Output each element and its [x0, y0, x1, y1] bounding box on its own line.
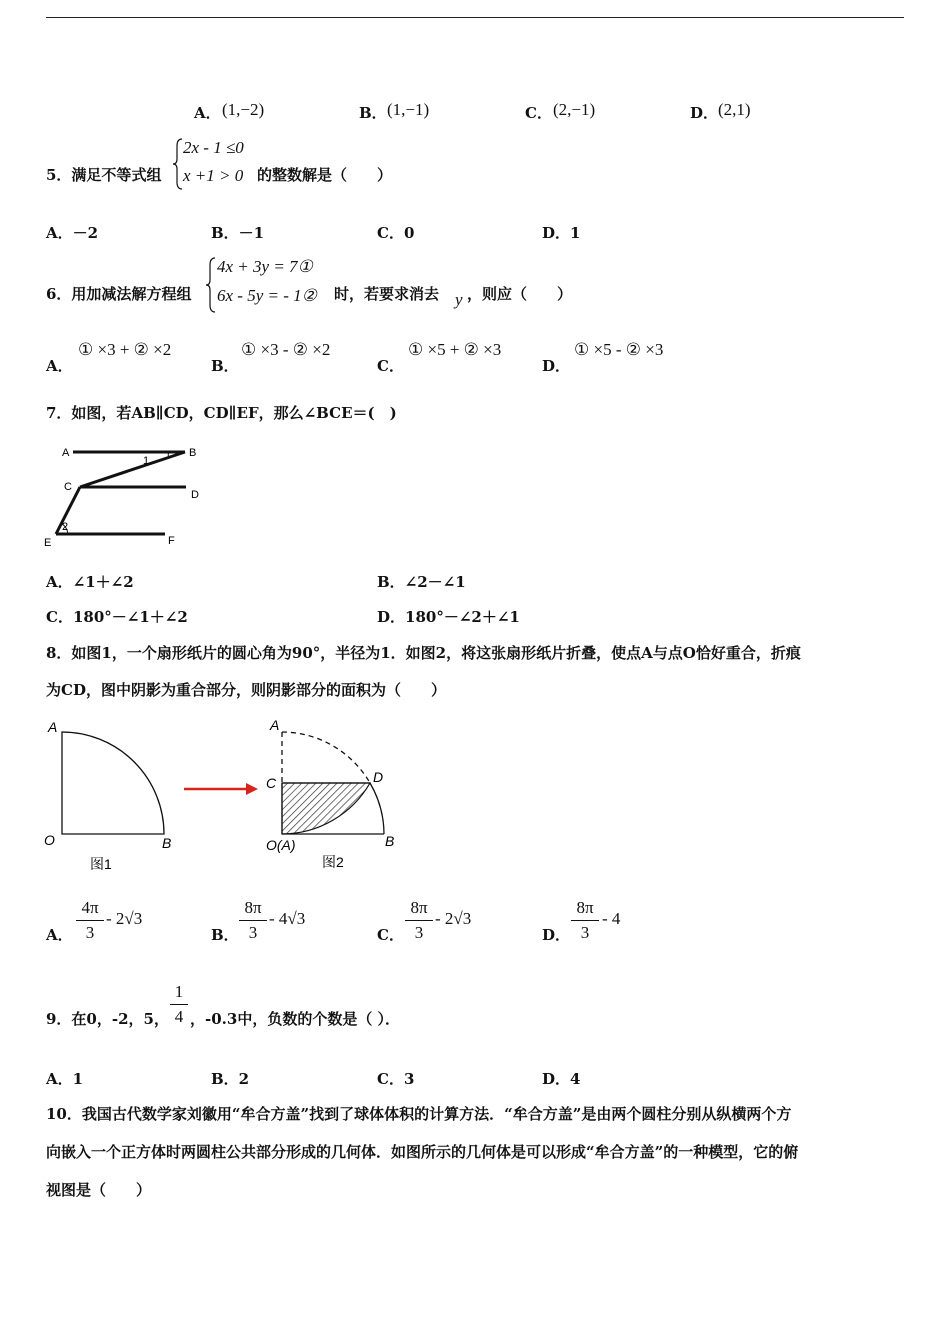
q6-option-a-expr: ① ×3 + ② ×2 [78, 340, 172, 359]
q9-stem-prefix: 9．在0，-2，5， [46, 1010, 169, 1028]
q8-fig2-label-oa: O(A) [266, 837, 296, 853]
q8-fig1-label-a: A [48, 719, 58, 735]
q8-figure-2 [266, 717, 394, 870]
q8-option-a-fraction [76, 898, 104, 943]
q8-fig2-label-a: A [270, 717, 280, 733]
q8-fig2-caption: 图2 [322, 854, 344, 870]
q8-option-b-rest: - 4√3 [269, 909, 306, 928]
q5-stem-prefix: 5．满足不等式组 [46, 166, 162, 184]
q8-option-d-label: D． [542, 926, 571, 944]
q8-option-b-denominator: 3 [248, 923, 258, 942]
q7-label-f: F [168, 535, 175, 547]
q6-option-c-label: C． [377, 357, 404, 375]
q8-option-c-numerator: 8π [410, 898, 428, 917]
q4-option-d-label: D． [690, 104, 719, 122]
q5-inequality-2: x +1 > 0 [183, 166, 244, 185]
q5-inequality-1: 2x - 1 ≤0 [183, 138, 244, 157]
q6-brace [205, 257, 217, 313]
q7-label-c: C [64, 481, 72, 493]
q6-option-a-label: A． [46, 357, 73, 375]
q7-option-c: C．180°－∠1＋∠2 [46, 608, 188, 626]
q6-option-d-expr: ① ×5 - ② ×3 [574, 340, 664, 359]
q4-option-c-value: (2,−1) [553, 100, 596, 119]
q6-variable: y [455, 290, 463, 309]
q10-stem-line-2: 向嵌入一个正方体时两圆柱公共部分形成的几何体．如图所示的几何体是可以形成“牟合方盖”的一种模型，它的俯 [46, 1143, 799, 1161]
q8-option-a-label: A． [46, 926, 73, 944]
q8-option-b-fraction [239, 898, 267, 943]
q8-red-arrow [184, 783, 258, 795]
q8-option-c-rest: - 2√3 [435, 909, 472, 928]
q4-option-b-label: B． [359, 104, 387, 122]
q6-option-d-label: D． [542, 357, 571, 375]
q9-option-c: C．3 [377, 1070, 415, 1088]
q9-option-b: B．2 [211, 1070, 250, 1088]
q9-fraction-denominator: 4 [174, 1007, 184, 1026]
q6-equation-2: 6x - 5y = - 1② [217, 286, 317, 305]
q7-figure [40, 440, 220, 552]
q8-figure-1 [44, 719, 171, 872]
q4-option-b-value: (1,−1) [387, 100, 430, 119]
q7-label-d: D [191, 489, 199, 501]
q5-option-a: A．－2 [46, 224, 99, 242]
q7-label-a: A [62, 447, 70, 459]
q8-fig2-label-d: D [373, 769, 384, 785]
q7-stem: 7．如图，若AB∥CD，CD∥EF，那么∠BCE＝( ) [46, 404, 397, 422]
q8-option-d-numerator: 8π [576, 898, 594, 917]
q8-option-c-fraction [405, 898, 433, 943]
q8-option-d-rest: - 4 [602, 909, 621, 928]
q8-option-b-label: B． [211, 926, 239, 944]
q8-figures [40, 712, 420, 877]
q7-angle-1: 1 [143, 455, 150, 467]
q8-option-d-denominator: 3 [580, 923, 590, 942]
q7-option-d: D．180°－∠2＋∠1 [377, 608, 520, 626]
q8-stem-line-2: 为CD，图中阴影为重合部分，则阴影部分的面积为（ ） [46, 681, 446, 699]
q4-option-a-value: (1,−2) [222, 100, 265, 119]
q5-option-b: B．－1 [211, 224, 265, 242]
q8-option-a-rest: - 2√3 [106, 909, 143, 928]
q9-option-a: A．1 [46, 1070, 84, 1088]
q7-option-a: A．∠1＋∠2 [46, 573, 134, 591]
q8-fig2-label-c: C [266, 775, 277, 791]
q8-fig2-label-b: B [385, 833, 395, 849]
q7-label-e: E [44, 537, 52, 549]
q9-fraction-numerator: 1 [174, 982, 184, 1001]
q7-option-b: B．∠2－∠1 [377, 573, 466, 591]
q8-stem-line-1: 8．如图1，一个扇形纸片的圆心角为90°，半径为1．如图2，将这张扇形纸片折叠，使点A与点O恰好重合，折痕 [46, 644, 801, 662]
q4-option-a-label: A． [194, 104, 221, 122]
q4-option-d-value: (2,1) [718, 100, 751, 119]
q5-option-c: C．0 [377, 224, 415, 242]
q8-option-c-label: C． [377, 926, 404, 944]
q5-stem-suffix: 的整数解是（ ） [257, 166, 393, 184]
q6-option-b-label: B． [211, 357, 239, 375]
q9-fraction [170, 982, 188, 1027]
q5-option-d: D．1 [542, 224, 581, 242]
q8-fig1-label-o: O [44, 832, 55, 848]
q8-option-a-numerator: 4π [81, 898, 99, 917]
q6-option-c-expr: ① ×5 + ② ×3 [408, 340, 502, 359]
q8-option-c-denominator: 3 [414, 923, 424, 942]
q8-fig1-caption: 图1 [90, 856, 112, 872]
q9-stem-suffix: ，-0.3中，负数的个数是（ ）． [190, 1010, 401, 1028]
q8-option-a-denominator: 3 [85, 923, 95, 942]
q7-angle-2: 2 [62, 521, 69, 533]
q4-option-c-label: C． [525, 104, 552, 122]
q7-label-b: B [189, 447, 197, 459]
q6-stem-suffix: ，则应（ ） [467, 285, 573, 303]
q8-option-d-fraction [571, 898, 599, 943]
q6-stem-prefix: 6．用加减法解方程组 [46, 285, 192, 303]
q8-fig1-label-b: B [162, 835, 172, 851]
q9-option-d: D．4 [542, 1070, 581, 1088]
q8-option-b-numerator: 8π [244, 898, 262, 917]
q10-stem-line-3: 视图是（ ） [46, 1181, 152, 1199]
q10-stem-line-1: 10．我国古代数学家刘徽用“牟合方盖”找到了球体体积的计算方法．“牟合方盖”是由两个圆柱分别从纵横两个方 [46, 1105, 792, 1123]
q6-stem-mid: 时，若要求消去 [334, 285, 440, 303]
header-rule [46, 17, 904, 18]
q6-equation-1: 4x + 3y = 7① [217, 257, 313, 276]
q6-option-b-expr: ① ×3 - ② ×2 [241, 340, 331, 359]
